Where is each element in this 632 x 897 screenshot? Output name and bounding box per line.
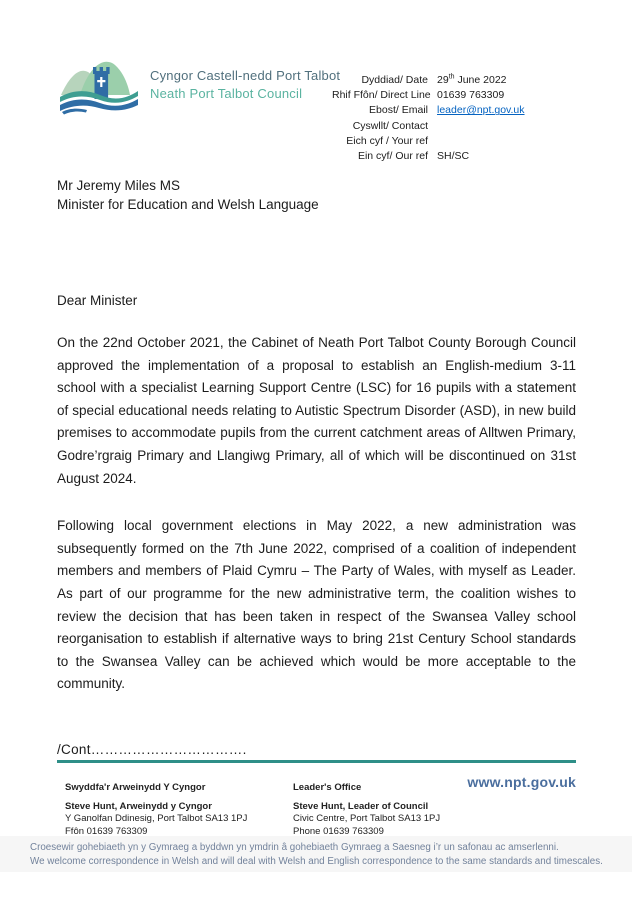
recipient-title: Minister for Education and Welsh Language (57, 197, 319, 212)
footer-welsh-heading: Swyddfa'r Arweinydd Y Cyngor (65, 782, 206, 793)
footer-english-heading: Leader's Office (293, 782, 362, 793)
our-ref-label: Ein cyf/ Our ref (357, 150, 428, 163)
your-ref-value (437, 134, 580, 149)
footer (65, 774, 576, 838)
council-logo (60, 50, 340, 116)
footer-office-welsh (65, 782, 293, 838)
website-link[interactable]: www.npt.gov.uk (467, 774, 576, 790)
email-label: Ebost/ Email (369, 104, 428, 117)
contact-label: Cyswllt/ Contact (352, 119, 428, 132)
letter-body (57, 289, 576, 761)
council-name-english: Neath Port Talbot Council (150, 85, 303, 101)
language-statement-welsh: Croesewir gohebiaeth yn y Gymraeg a byddwn yn ymdrin â gohebiaeth Gymraeg a Saesneg i’r un safonau ac amserlenni. (30, 842, 559, 853)
footer-english-name: Steve Hunt, Leader of Council (293, 800, 429, 812)
date-value: 29th June 2022 (437, 73, 507, 86)
council-name-welsh: Cyngor Castell-nedd Port Talbot (150, 68, 341, 83)
date-ordinal: th (448, 73, 455, 81)
our-ref-value: SH/SC (437, 150, 470, 163)
contact-details-block (332, 73, 580, 164)
footer-office-english (293, 782, 463, 838)
paragraph-1: On the 22nd October 2021, the Cabinet of Neath Port Talbot County Borough Council approved the implementation of a proposal to establish an English-medium 3-11 school with a specialist Learning Support Centre (LSC) for 16 pupils with a statement of special educational needs relating to Autistic Spectrum Disorder (ASD), in new build premises to accommodate pupils from the current catchment areas of Alltwen Primary, Godre’rgraig Primary and Llangiwg Primary, all of which will be discontinued on 31st August 2024. (57, 335, 576, 486)
direct-line-label: Rhif Ffôn/ Direct Line (332, 89, 431, 102)
salutation: Dear Minister (57, 293, 138, 308)
language-statement-band (0, 836, 632, 872)
recipient-name: Mr Jeremy Miles MS (57, 178, 181, 193)
paragraph-2: Following local government elections in May 2022, a new administration was subsequently formed on the 7th June 2022, comprised of a coalition of independent members and members of Plaid Cymru – The Party of Wales, with myself as Leader. As part of our programme for the new administrative term, the coalition wishes to review the decision that has been taken in respect of the Swansea Valley school reorganisation to establish if alternative ways to bring 21st Century School standards to the Swansea Valley can be achieved which would be more acceptable to the community. (57, 518, 576, 692)
email-link[interactable]: leader@npt.gov.uk (437, 104, 525, 117)
continuation-marker: /Cont……………………………. (57, 741, 247, 757)
footer-english-address: Civic Centre, Port Talbot SA13 1PJ (293, 813, 441, 824)
footer-welsh-address: Y Ganolfan Ddinesig, Port Talbot SA13 1PJ (65, 813, 248, 824)
contact-value (437, 119, 580, 134)
date-label: Dyddiad/ Date (361, 74, 428, 86)
language-statement-english: We welcome correspondence in Welsh and will deal with Welsh and English correspondence to the same standards and timescales. (30, 855, 603, 867)
footer-welsh-name: Steve Hunt, Arweinydd y Cyngor (65, 800, 212, 812)
footer-english-phone: Phone 01639 763309 (293, 825, 384, 837)
direct-line-value: 01639 763309 (437, 89, 505, 102)
your-ref-label: Eich cyf / Your ref (346, 134, 428, 147)
recipient-block (57, 176, 319, 214)
footer-welsh-phone: Ffôn 01639 763309 (65, 825, 148, 837)
footer-divider (57, 760, 576, 763)
hills-castle-waves-icon (60, 50, 138, 116)
